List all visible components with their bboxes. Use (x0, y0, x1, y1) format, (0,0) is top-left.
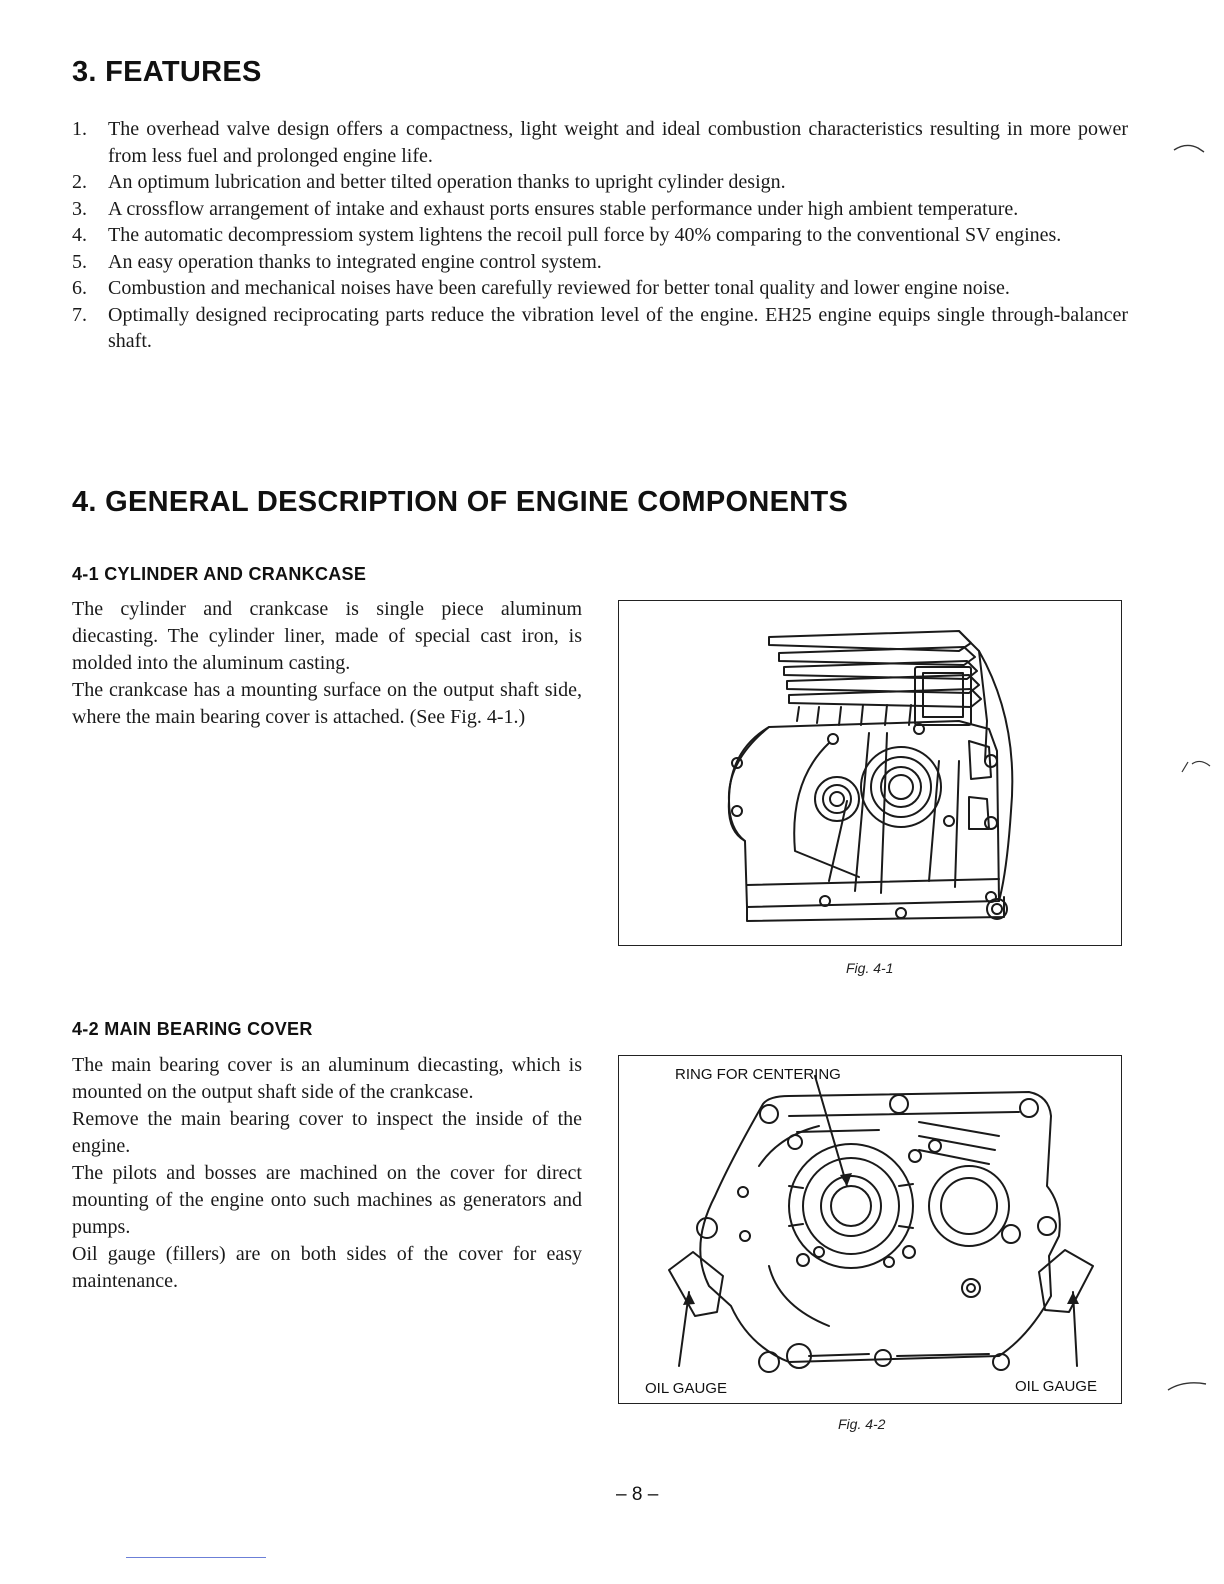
features-list (72, 116, 1128, 355)
feature-number: 2. (72, 171, 87, 193)
paragraph: The main bearing cover is an aluminum diecasting, which is mounted on the output shaft side of the crankcase. (72, 1054, 582, 1103)
subsection-4-2-heading: 4-2 MAIN BEARING COVER (72, 1019, 313, 1039)
figure-4-2-caption: Fig. 4-2 (838, 1416, 886, 1432)
figure-4-1-caption: Fig. 4-1 (846, 960, 894, 976)
section-4-heading: 4. GENERAL DESCRIPTION OF ENGINE COMPONENTS (72, 486, 849, 518)
feature-text: Combustion and mechanical noises have been carefully reviewed for better tonal quality and lower engine noise. (108, 277, 1010, 299)
feature-text: The automatic decompressiom system lightens the recoil pull force by 40% comparing to the conventional SV engines. (108, 224, 1062, 246)
feature-number: 5. (72, 250, 87, 273)
oil-gauge-right-label: OIL GAUGE (1015, 1378, 1097, 1395)
subsection-4-2-text (72, 1052, 582, 1295)
feature-text: An easy operation thanks to integrated engine control system. (108, 250, 602, 273)
paragraph: The crankcase has a mounting surface on the output shaft side, where the main bearing cover is attached. (See Fig. 4-1.) (72, 679, 582, 728)
subsection-4-1-heading: 4-1 CYLINDER AND CRANKCASE (72, 564, 367, 584)
feature-text: The overhead valve design offers a compactness, light weight and ideal combustion characteristics resulting in more power from less fuel and prolonged engine life. (108, 118, 1128, 167)
paragraph: The pilots and bosses are machined on the cover for direct mounting of the engine onto such machines as generators and pumps. (72, 1162, 582, 1238)
bearing-cover-illustration (619, 1056, 1121, 1403)
figure-4-1-cylinder-crankcase (618, 600, 1122, 946)
scan-mark (1180, 756, 1220, 776)
scan-mark (1166, 1378, 1212, 1394)
scan-line (126, 1557, 266, 1558)
feature-item (72, 169, 1128, 196)
paragraph: Remove the main bearing cover to inspect the inside of the engine. (72, 1108, 582, 1157)
section-3-heading: 3. FEATURES (72, 56, 262, 88)
oil-gauge-left-label: OIL GAUGE (645, 1380, 727, 1397)
feature-text: Optimally designed reciprocating parts reduce the vibration level of the engine. EH25 engine equips single through-balancer shaft. (108, 303, 1128, 352)
feature-number: 7. (72, 303, 87, 326)
paragraph: The cylinder and crankcase is single piece aluminum diecasting. The cylinder liner, made of special cast iron, is molded into the aluminum casting. (72, 598, 582, 674)
feature-number: 6. (72, 277, 87, 299)
page-number: – 8 – (616, 1484, 659, 1505)
feature-item (72, 302, 1128, 355)
crankcase-illustration (619, 601, 1121, 945)
feature-item (72, 222, 1128, 249)
feature-item (72, 275, 1128, 302)
scan-mark (1172, 140, 1212, 156)
feature-item (72, 196, 1128, 223)
feature-item (72, 116, 1128, 169)
ring-for-centering-label: RING FOR CENTERING (675, 1066, 841, 1083)
feature-text: An optimum lubrication and better tilted operation thanks to upright cylinder design. (108, 171, 786, 193)
feature-number: 4. (72, 224, 87, 246)
feature-number: 1. (72, 118, 87, 140)
subsection-4-1-text (72, 596, 582, 731)
feature-number: 3. (72, 197, 87, 220)
feature-item (72, 249, 1128, 276)
cooling-fins (769, 631, 981, 707)
figure-4-2-main-bearing-cover (618, 1055, 1122, 1404)
feature-text: A crossflow arrangement of intake and exhaust ports ensures stable performance under high ambient temperature. (108, 197, 1019, 220)
paragraph: Oil gauge (fillers) are on both sides of the cover for easy maintenance. (72, 1243, 582, 1292)
